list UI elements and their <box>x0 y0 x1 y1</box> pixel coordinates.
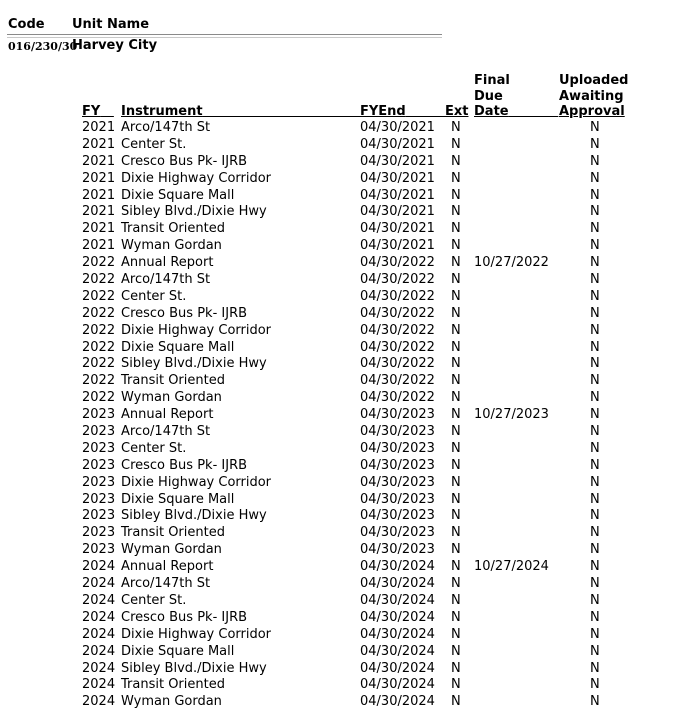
column-header-ext: Ext <box>445 104 469 119</box>
fy-cell: 2022 <box>82 272 116 288</box>
ext-cell: N <box>451 559 461 575</box>
fy-cell: 2023 <box>82 457 116 473</box>
fyend-cell: 04/30/2022 <box>360 272 435 288</box>
table-row <box>0 323 700 340</box>
instrument-cell: Dixie Highway Corridor <box>121 626 272 642</box>
fy-cell: 2024 <box>82 626 116 642</box>
instrument-cell: Arco/147th St <box>121 120 211 135</box>
ext-cell: N <box>451 643 461 659</box>
fyend-cell: 04/30/2022 <box>360 356 435 372</box>
table-row <box>0 373 700 390</box>
instrument-cell: Center St. <box>121 288 187 304</box>
fy-cell: 2023 <box>82 440 116 456</box>
fyend-cell: 04/30/2022 <box>360 322 435 338</box>
table-row <box>0 694 700 711</box>
ext-cell: N <box>451 238 461 254</box>
instrument-cell: Wyman Gordan <box>121 694 222 710</box>
instrument-cell: Center St. <box>121 136 187 152</box>
instrument-cell: Dixie Highway Corridor <box>121 322 272 338</box>
fyend-cell: 04/30/2023 <box>360 474 435 490</box>
ext-cell: N <box>451 694 461 710</box>
fy-cell: 2023 <box>82 424 116 440</box>
ext-cell: N <box>451 288 461 304</box>
instrument-cell: Dixie Highway Corridor <box>121 170 272 186</box>
uploaded-awaiting-approval-cell: N <box>590 677 600 693</box>
instrument-cell: Transit Oriented <box>121 677 225 693</box>
fy-cell: 2021 <box>82 204 116 220</box>
table-row <box>0 677 700 694</box>
uploaded-awaiting-approval-cell: N <box>590 390 600 406</box>
ext-cell: N <box>451 373 461 389</box>
uploaded-awaiting-approval-cell: N <box>590 491 600 507</box>
fy-cell: 2022 <box>82 305 116 321</box>
table-row <box>0 204 700 221</box>
table-row <box>0 559 700 576</box>
fyend-cell: 04/30/2023 <box>360 457 435 473</box>
table-row <box>0 627 700 644</box>
instrument-cell: Sibley Blvd./Dixie Hwy <box>121 508 267 524</box>
fy-cell: 2023 <box>82 474 116 490</box>
fyend-cell: 04/30/2023 <box>360 440 435 456</box>
instrument-cell: Dixie Square Mall <box>121 187 235 203</box>
uploaded-awaiting-approval-cell: N <box>590 187 600 203</box>
ext-cell: N <box>451 508 461 524</box>
uploaded-awaiting-approval-cell: N <box>590 153 600 169</box>
fyend-cell: 04/30/2022 <box>360 373 435 389</box>
fyend-cell: 04/30/2021 <box>360 120 435 135</box>
table-row <box>0 137 700 154</box>
ext-cell: N <box>451 626 461 642</box>
instrument-cell: Sibley Blvd./Dixie Hwy <box>121 356 267 372</box>
ext-cell: N <box>451 153 461 169</box>
uploaded-awaiting-approval-cell: N <box>590 221 600 237</box>
ext-cell: N <box>451 440 461 456</box>
uploaded-awaiting-approval-cell: N <box>590 609 600 625</box>
fyend-cell: 04/30/2024 <box>360 677 435 693</box>
fyend-cell: 04/30/2023 <box>360 491 435 507</box>
ext-cell: N <box>451 356 461 372</box>
instrument-cell: Cresco Bus Pk- IJRB <box>121 153 248 169</box>
instrument-cell: Cresco Bus Pk- IJRB <box>121 609 248 625</box>
ext-cell: N <box>451 170 461 186</box>
fy-cell: 2022 <box>82 322 116 338</box>
instrument-cell: Dixie Square Mall <box>121 491 235 507</box>
fyend-cell: 04/30/2021 <box>360 221 435 237</box>
fy-cell: 2024 <box>82 559 116 575</box>
instrument-cell: Wyman Gordan <box>121 390 222 406</box>
uploaded-awaiting-approval-cell: N <box>590 626 600 642</box>
ext-cell: N <box>451 272 461 288</box>
ext-cell: N <box>451 339 461 355</box>
instrument-cell: Transit Oriented <box>121 525 225 541</box>
table-row <box>0 356 700 373</box>
ext-cell: N <box>451 322 461 338</box>
uploaded-awaiting-approval-cell: N <box>590 373 600 389</box>
table-row <box>0 340 700 357</box>
uploaded-awaiting-approval-cell: N <box>590 305 600 321</box>
uploaded-awaiting-approval-cell: N <box>590 170 600 186</box>
fy-cell: 2022 <box>82 356 116 372</box>
table-row <box>0 458 700 475</box>
instrument-cell: Sibley Blvd./Dixie Hwy <box>121 660 267 676</box>
fy-cell: 2021 <box>82 120 116 135</box>
fyend-cell: 04/30/2022 <box>360 288 435 304</box>
fyend-cell: 04/30/2024 <box>360 643 435 659</box>
fy-cell: 2023 <box>82 407 116 423</box>
instrument-cell: Center St. <box>121 440 187 456</box>
instrument-cell: Cresco Bus Pk- IJRB <box>121 305 248 321</box>
uploaded-awaiting-approval-cell: N <box>590 322 600 338</box>
fy-cell: 2021 <box>82 170 116 186</box>
ext-cell: N <box>451 305 461 321</box>
ext-cell: N <box>451 542 461 558</box>
instrument-cell: Arco/147th St <box>121 272 211 288</box>
fy-cell: 2024 <box>82 694 116 710</box>
fyend-cell: 04/30/2024 <box>360 609 435 625</box>
fy-cell: 2023 <box>82 491 116 507</box>
uploaded-awaiting-approval-cell: N <box>590 288 600 304</box>
fy-cell: 2022 <box>82 373 116 389</box>
uploaded-awaiting-approval-cell: N <box>590 525 600 541</box>
ext-cell: N <box>451 255 461 271</box>
ext-cell: N <box>451 390 461 406</box>
uploaded-awaiting-approval-cell: N <box>590 559 600 575</box>
table-row <box>0 644 700 661</box>
fyend-cell: 04/30/2024 <box>360 660 435 676</box>
table-row <box>0 407 700 424</box>
ext-cell: N <box>451 609 461 625</box>
final-due-date-cell: 10/27/2024 <box>474 559 549 575</box>
fyend-cell: 04/30/2021 <box>360 187 435 203</box>
table-row <box>0 171 700 188</box>
column-header-uploaded-awaiting-approval: Uploaded Awaiting Approval <box>559 73 629 119</box>
final-due-date-cell: 10/27/2022 <box>474 255 549 271</box>
table-body <box>0 120 700 711</box>
fy-cell: 2022 <box>82 255 116 271</box>
uploaded-awaiting-approval-cell: N <box>590 474 600 490</box>
instrument-cell: Sibley Blvd./Dixie Hwy <box>121 204 267 220</box>
table-row <box>0 289 700 306</box>
ext-cell: N <box>451 136 461 152</box>
fy-cell: 2021 <box>82 238 116 254</box>
fyend-cell: 04/30/2021 <box>360 153 435 169</box>
ext-cell: N <box>451 660 461 676</box>
uploaded-awaiting-approval-cell: N <box>590 238 600 254</box>
uploaded-awaiting-approval-cell: N <box>590 136 600 152</box>
fy-cell: 2022 <box>82 288 116 304</box>
fyend-cell: 04/30/2024 <box>360 626 435 642</box>
table-row <box>0 424 700 441</box>
fy-cell: 2021 <box>82 221 116 237</box>
uploaded-awaiting-approval-cell: N <box>590 440 600 456</box>
instrument-cell: Transit Oriented <box>121 373 225 389</box>
uploaded-awaiting-approval-cell: N <box>590 694 600 710</box>
uploaded-awaiting-approval-cell: N <box>590 576 600 592</box>
fyend-cell: 04/30/2022 <box>360 339 435 355</box>
unit-name-value: Harvey City <box>72 38 158 53</box>
table-row <box>0 221 700 238</box>
instrument-cell: Arco/147th St <box>121 424 211 440</box>
table-row <box>0 306 700 323</box>
fyend-cell: 04/30/2021 <box>360 238 435 254</box>
code-label: Code <box>8 17 45 32</box>
unit-code-value: 016/230/30 <box>8 40 78 53</box>
table-row <box>0 508 700 525</box>
fyend-cell: 04/30/2021 <box>360 204 435 220</box>
fy-cell: 2022 <box>82 339 116 355</box>
fyend-cell: 04/30/2022 <box>360 255 435 271</box>
table-row <box>0 188 700 205</box>
instrument-cell: Annual Report <box>121 407 214 423</box>
table-row <box>0 120 700 137</box>
instrument-cell: Cresco Bus Pk- IJRB <box>121 457 248 473</box>
table-row <box>0 272 700 289</box>
fy-cell: 2023 <box>82 542 116 558</box>
table-row <box>0 441 700 458</box>
uploaded-awaiting-approval-cell: N <box>590 542 600 558</box>
column-header-final-due-date: Final Due Date <box>474 73 510 119</box>
fyend-cell: 04/30/2024 <box>360 559 435 575</box>
fyend-cell: 04/30/2024 <box>360 576 435 592</box>
fy-cell: 2024 <box>82 643 116 659</box>
fy-cell: 2021 <box>82 136 116 152</box>
table-row <box>0 238 700 255</box>
ext-cell: N <box>451 525 461 541</box>
table-row <box>0 661 700 678</box>
table-row <box>0 576 700 593</box>
table-row <box>0 475 700 492</box>
table-row <box>0 525 700 542</box>
fyend-cell: 04/30/2023 <box>360 525 435 541</box>
fyend-cell: 04/30/2022 <box>360 390 435 406</box>
uploaded-awaiting-approval-cell: N <box>590 339 600 355</box>
instrument-cell: Wyman Gordan <box>121 542 222 558</box>
instrument-cell: Annual Report <box>121 255 214 271</box>
uploaded-awaiting-approval-cell: N <box>590 120 600 135</box>
uploaded-awaiting-approval-cell: N <box>590 424 600 440</box>
instrument-cell: Transit Oriented <box>121 221 225 237</box>
ext-cell: N <box>451 221 461 237</box>
ext-cell: N <box>451 491 461 507</box>
fy-cell: 2024 <box>82 677 116 693</box>
fy-cell: 2024 <box>82 660 116 676</box>
ext-cell: N <box>451 576 461 592</box>
ext-cell: N <box>451 120 461 135</box>
fy-cell: 2023 <box>82 508 116 524</box>
instrument-cell: Arco/147th St <box>121 576 211 592</box>
ext-cell: N <box>451 204 461 220</box>
ext-cell: N <box>451 457 461 473</box>
table-row <box>0 610 700 627</box>
ext-cell: N <box>451 677 461 693</box>
fyend-cell: 04/30/2021 <box>360 170 435 186</box>
uploaded-awaiting-approval-cell: N <box>590 272 600 288</box>
instrument-cell: Dixie Square Mall <box>121 643 235 659</box>
instrument-cell: Dixie Highway Corridor <box>121 474 272 490</box>
uploaded-awaiting-approval-cell: N <box>590 592 600 608</box>
fy-cell: 2024 <box>82 576 116 592</box>
instrument-cell: Wyman Gordan <box>121 238 222 254</box>
fy-cell: 2024 <box>82 592 116 608</box>
ext-cell: N <box>451 424 461 440</box>
column-header-fy: FY <box>82 104 101 119</box>
column-header-instrument: Instrument <box>121 104 203 119</box>
table-row <box>0 255 700 272</box>
ext-cell: N <box>451 474 461 490</box>
uploaded-awaiting-approval-cell: N <box>590 204 600 220</box>
uploaded-awaiting-approval-cell: N <box>590 356 600 372</box>
fy-cell: 2021 <box>82 187 116 203</box>
uploaded-awaiting-approval-cell: N <box>590 660 600 676</box>
table-row <box>0 154 700 171</box>
final-due-date-cell: 10/27/2023 <box>474 407 549 423</box>
uploaded-awaiting-approval-cell: N <box>590 508 600 524</box>
table-row <box>0 492 700 509</box>
unit-name-label: Unit Name <box>72 17 150 32</box>
uploaded-awaiting-approval-cell: N <box>590 457 600 473</box>
ext-cell: N <box>451 187 461 203</box>
table-row <box>0 593 700 610</box>
ext-cell: N <box>451 407 461 423</box>
fy-cell: 2023 <box>82 525 116 541</box>
instrument-cell: Annual Report <box>121 559 214 575</box>
instrument-cell: Center St. <box>121 592 187 608</box>
uploaded-awaiting-approval-cell: N <box>590 643 600 659</box>
column-header-fyend: FYEnd <box>360 104 406 119</box>
fyend-cell: 04/30/2024 <box>360 592 435 608</box>
table-row <box>0 542 700 559</box>
fy-cell: 2021 <box>82 153 116 169</box>
fy-cell: 2024 <box>82 609 116 625</box>
uploaded-awaiting-approval-cell: N <box>590 255 600 271</box>
ext-cell: N <box>451 592 461 608</box>
fyend-cell: 04/30/2023 <box>360 424 435 440</box>
instrument-cell: Dixie Square Mall <box>121 339 235 355</box>
fyend-cell: 04/30/2023 <box>360 508 435 524</box>
fyend-cell: 04/30/2024 <box>360 694 435 710</box>
fyend-cell: 04/30/2021 <box>360 136 435 152</box>
table-row <box>0 390 700 407</box>
fyend-cell: 04/30/2023 <box>360 542 435 558</box>
fyend-cell: 04/30/2022 <box>360 305 435 321</box>
fyend-cell: 04/30/2023 <box>360 407 435 423</box>
uploaded-awaiting-approval-cell: N <box>590 407 600 423</box>
fy-cell: 2022 <box>82 390 116 406</box>
